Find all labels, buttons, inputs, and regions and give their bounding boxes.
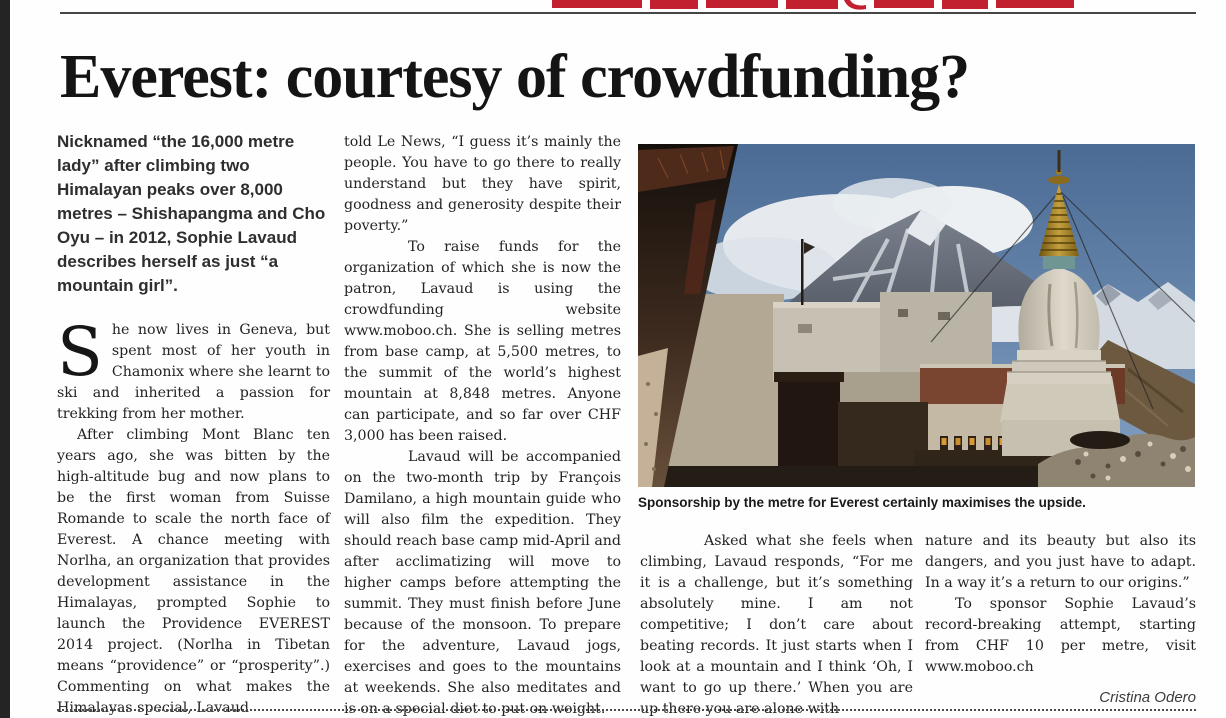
body-paragraph: To sponsor Sophie Lavaud’s record-breaking attempt, starting from CHF 10 per metre, visit www.moboo.ch [925, 596, 1196, 675]
body-paragraph: nature and its beauty but also its dangers, and you just have to adapt. In a way it’s a return to our origins.” [925, 533, 1196, 591]
lede-paragraph: Nicknamed “the 16,000 metre lady” after climbing two Himalayan peaks over 8,000 metres – Shishapangma and Cho Oyu – in 2012, Sophie Lavaud describes herself as just “a mountain girl”. [57, 132, 326, 295]
column-4 [925, 531, 1196, 708]
everest-stupa-photo [638, 144, 1195, 487]
page-edge-scan-bar [0, 0, 10, 718]
body-paragraph: To raise funds for the organization of which she is now the patron, Lavaud is using the crowdfunding website www.moboo.ch. She is selling metres from base camp, at 5,500 metres, to the summit of the world’s highest mountain at 8,848 metres. Anyone can participate, and so far over CHF 3,000 has been raised. [344, 239, 621, 444]
body-paragraph: Lavaud will be accompanied on the two-month trip by François Damilano, a high mountain guide who will also film the expedition. They should reach base camp mid-April and after acclimatizing will move to higher camps before attempting the summit. They must finish before June because of the monsoon. To prepare for the adventure, Lavaud jogs, exercises and goes to the mountains at weekends. She also meditates and is on a special diet to put on weight. [344, 449, 621, 717]
column-1 [57, 130, 330, 718]
body-paragraph [57, 313, 330, 425]
headline: Everest: courtesy of crowdfunding? [60, 43, 970, 111]
photo-block [638, 144, 1195, 510]
column-2 [344, 132, 621, 718]
bottom-dotted-rule [57, 709, 1196, 711]
author-byline: Cristina Odero [1099, 689, 1196, 706]
header-rule [60, 12, 1196, 14]
body-paragraph: Asked what she feels when climbing, Lavaud responds, “For me it is a challenge, but it’s something absolutely mine. I am not competitive; I don’t care about beating records. It just starts when I look at a mountain and I think ‘Oh, I want to go up there.’ When you are up there you are alone with [640, 533, 913, 717]
photo-caption: Sponsorship by the metre for Everest certainly maximises the upside. [638, 495, 1086, 510]
paragraph-text: he now lives in Geneva, but spent most of her youth in Chamonix where she learnt to ski and inherited a passion for trekking from her mother. [57, 322, 330, 422]
column-3 [640, 531, 913, 718]
body-paragraph: told Le News, “I guess it’s mainly the people. You have to go there to really understand but they have spirit, goodness and generosity despite their poverty.” [344, 134, 621, 234]
drop-cap: S [57, 313, 103, 391]
body-paragraph: After climbing Mont Blanc ten years ago, she was bitten by the high-altitude bug and now plans to be the first woman from Suisse Romande to scale the north face of Everest. A chance meeting with Norlha, an organization that provides development assistance in the Himalayas, prompted Sophie to launch the Providence EVEREST 2014 project. (Norlha in Tibetan means “providence” or “prosperity”.) Commenting on what makes the Himalayas special, Lavaud [57, 427, 330, 716]
